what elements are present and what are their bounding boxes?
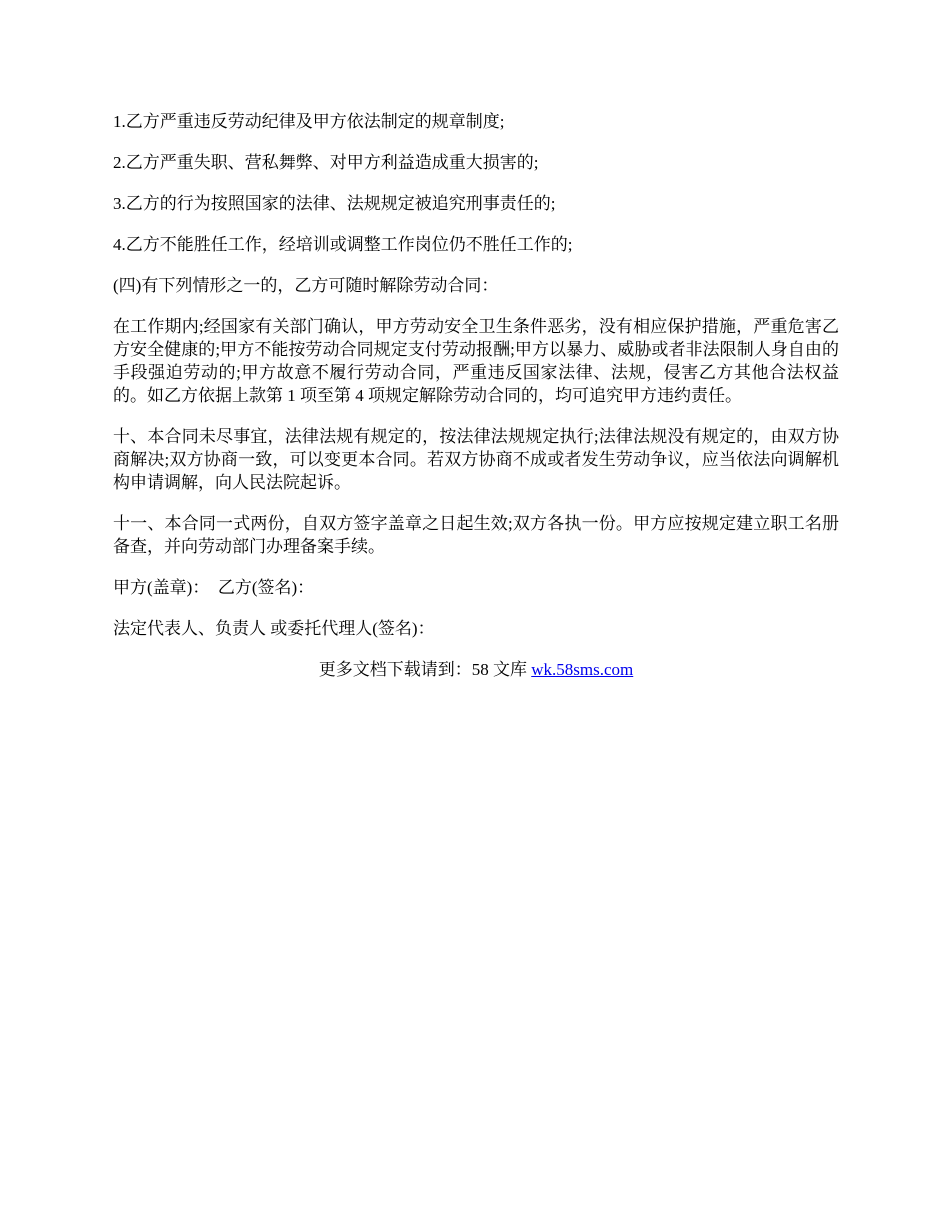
clause-2: 2.乙方严重失职、营私舞弊、对甲方利益造成重大损害的; [113,153,539,172]
document-page [113,110,839,681]
clause-3: 3.乙方的行为按照国家的法律、法规规定被追究刑事责任的; [113,194,556,213]
footer-link[interactable]: wk.58sms.com [531,660,634,679]
section-four-body: 在工作期内;经国家有关部门确认，甲方劳动安全卫生条件恶劣，没有相应保护措施，严重危害乙方安全健康的;甲方不能按劳动合同规定支付劳动报酬;甲方以暴力、威胁或者非法限制人身自由的手段强迫劳动的;甲方故意不履行劳动合同，严重违反国家法律、法规，侵害乙方其他合法权益的。如乙方依据上款第 1 项至第 4 项规定解除劳动合同的，均可追究甲方违约责任。 [113,317,839,405]
article-eleven: 十一、本合同一式两份，自双方签字盖章之日起生效;双方各执一份。甲方应按规定建立职工名册备查，并向劳动部门办理备案手续。 [113,514,839,556]
signature-parties: 甲方(盖章)： 乙方(签名)： [113,578,315,597]
clause-1: 1.乙方严重违反劳动纪律及甲方依法制定的规章制度; [113,112,505,131]
legal-representative-signature: 法定代表人、负责人 或委托代理人(签名)： [113,619,435,638]
download-footer [113,658,839,681]
clause-4: 4.乙方不能胜任工作，经培训或调整工作岗位仍不胜任工作的; [113,235,573,254]
footer-prefix: 更多文档下载请到：58 文库 [318,660,532,679]
section-four-heading: (四)有下列情形之一的，乙方可随时解除劳动合同： [113,276,499,295]
article-ten: 十、本合同未尽事宜，法律法规有规定的，按法律法规规定执行;法律法规没有规定的，由双方协商解决;双方协商一致，可以变更本合同。若双方协商不成或者发生劳动争议，应当依法向调解机构申请调解，向人民法院起诉。 [113,427,839,492]
